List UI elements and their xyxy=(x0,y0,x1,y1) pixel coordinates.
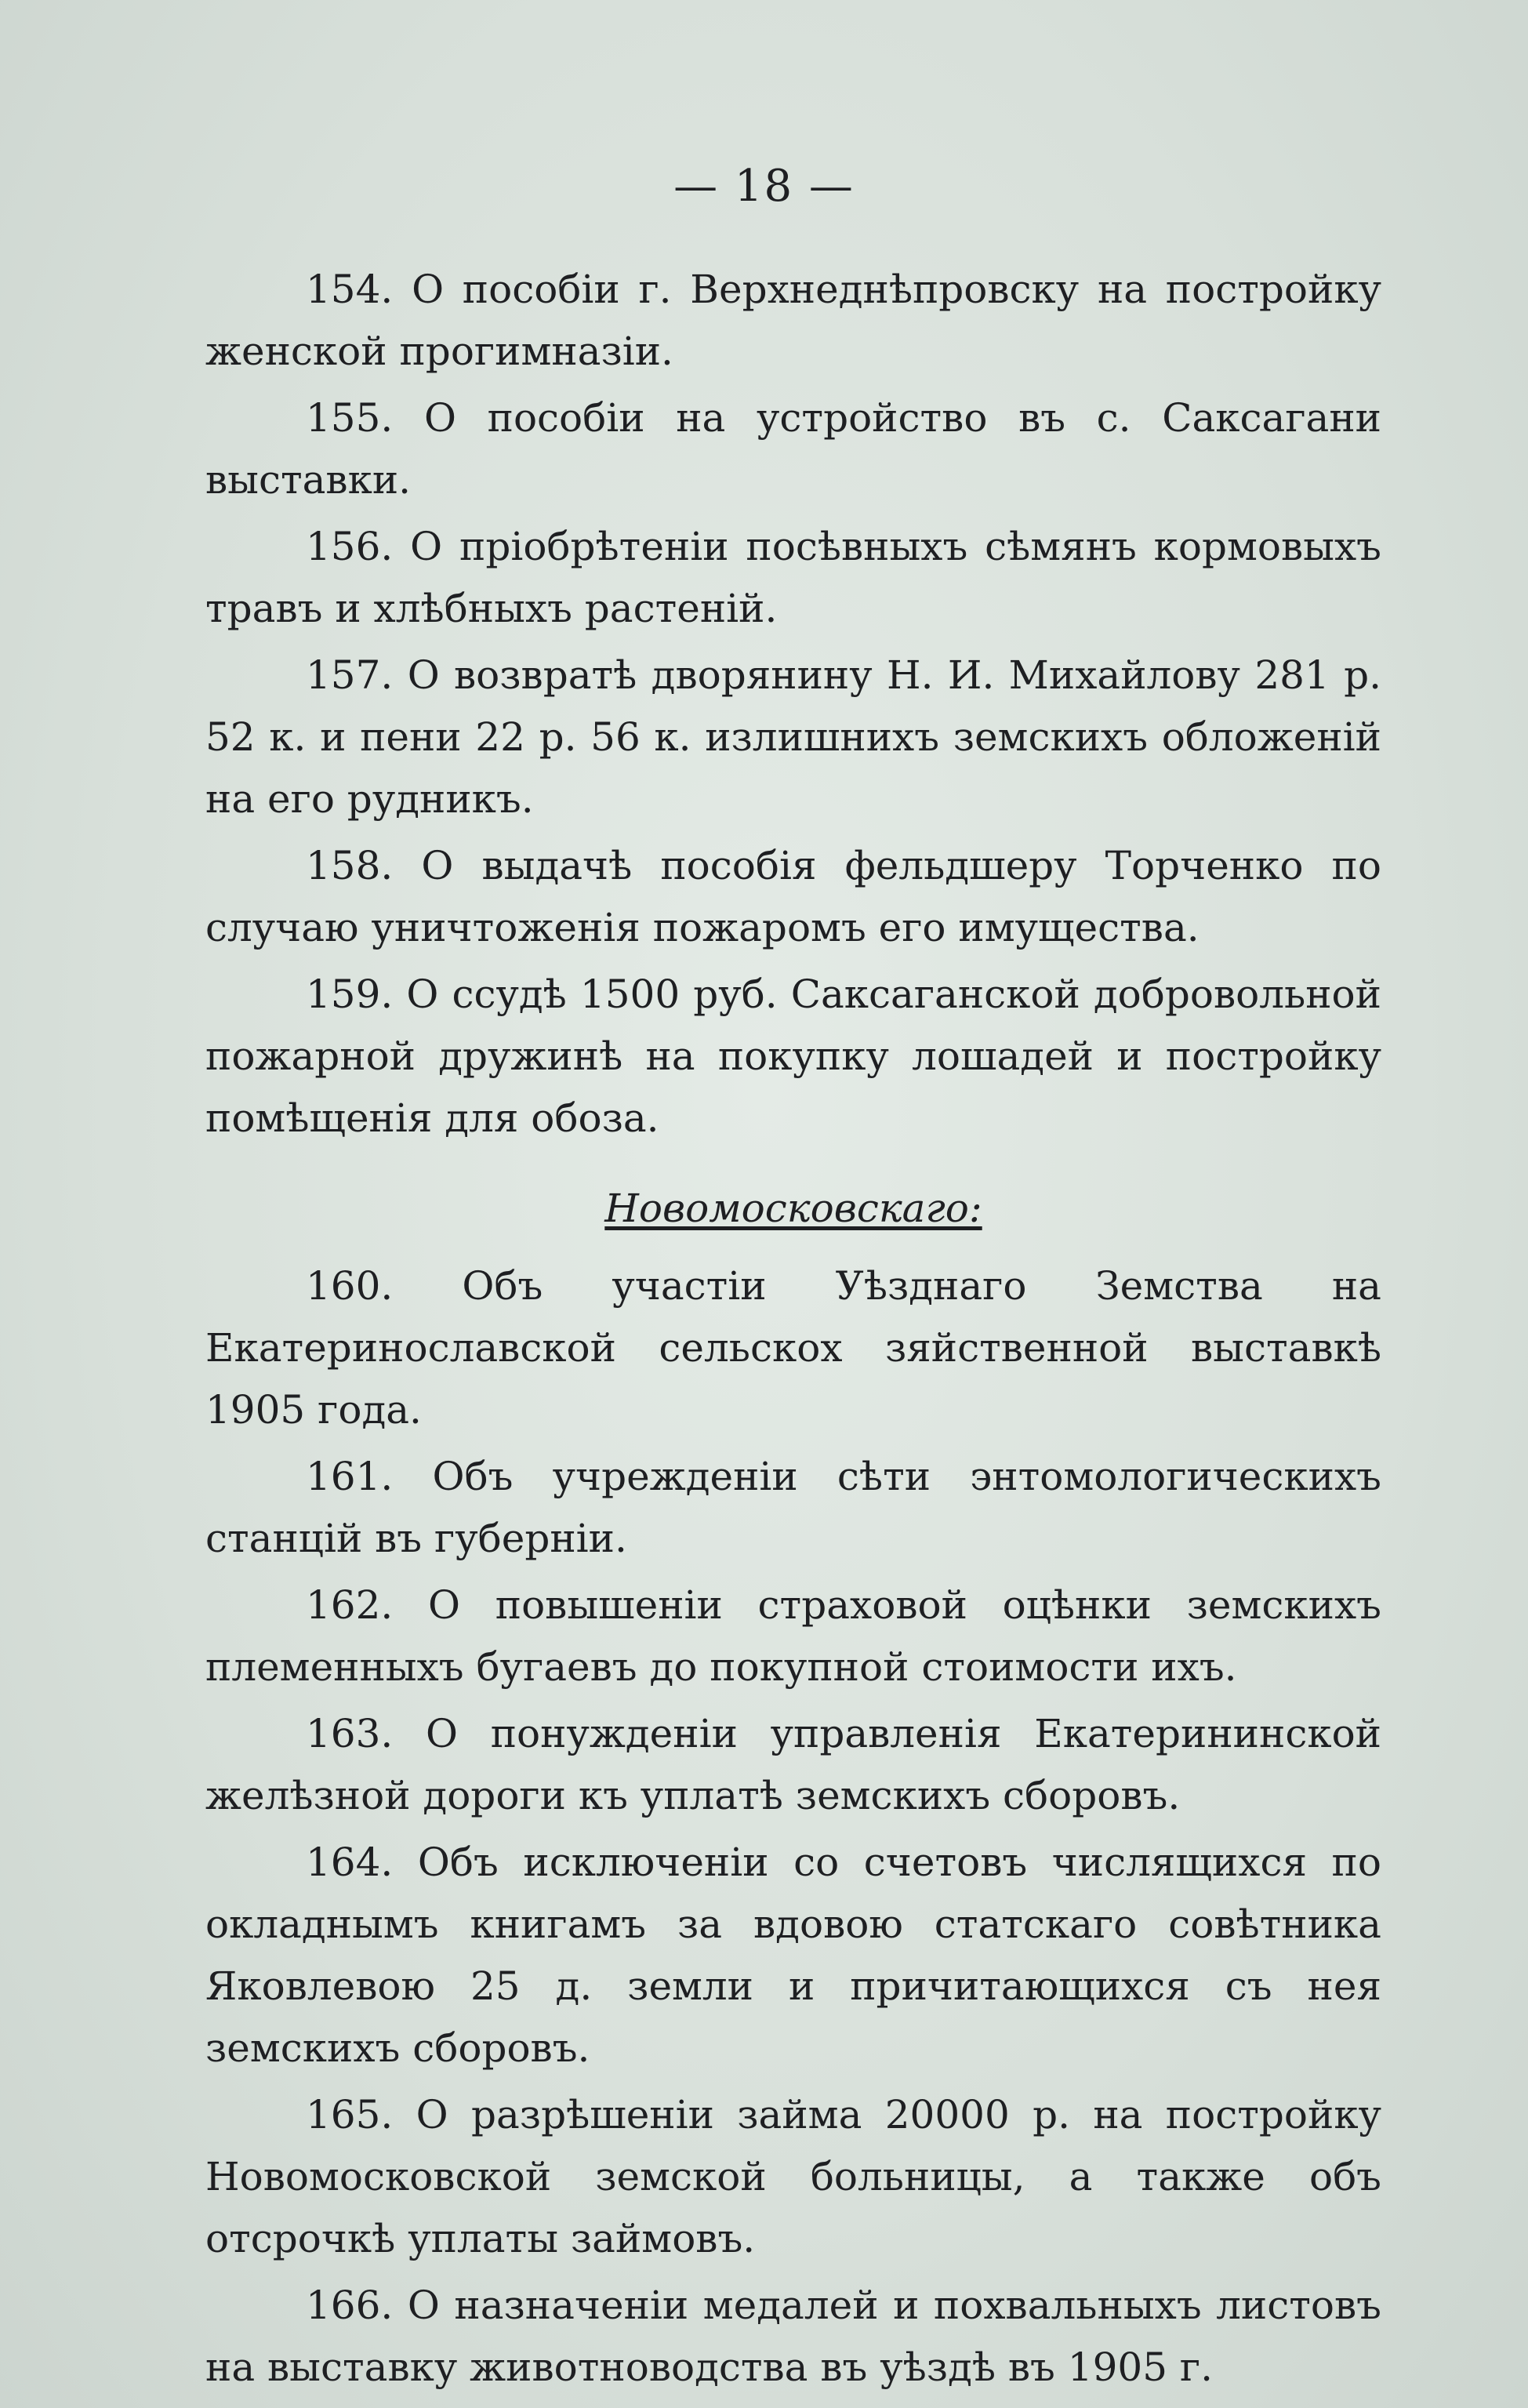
list-item-163 xyxy=(205,1703,1381,1827)
list-item-160 xyxy=(205,1255,1381,1441)
list-item-159 xyxy=(205,964,1381,1150)
item-text: О повышеніи страховой оцѣнки земскихъ племенныхъ бугаевъ до покупной стоимости ихъ. xyxy=(205,1582,1381,1690)
item-number: 158. xyxy=(306,843,394,888)
item-text: О пособіи на устройство въ с. Саксагани выставки. xyxy=(205,395,1381,503)
item-text: О понужденіи управленія Екатерининской желѣзной дороги къ уплатѣ земскихъ сборовъ. xyxy=(205,1711,1381,1818)
item-text: Объ участіи Уѣзднаго Земства на Екатеринославской сельскох зяйственной выставкѣ 1905 года. xyxy=(205,1263,1381,1433)
page-number: — 18 — xyxy=(673,161,855,212)
item-number: 157. xyxy=(306,652,394,698)
item-text: О выдачѣ пособія фельдшеру Торченко по случаю уничтоженія пожаромъ его имущества. xyxy=(205,843,1381,950)
list-item-165 xyxy=(205,2084,1381,2270)
section-heading xyxy=(205,1178,1381,1240)
item-text: О ссудѣ 1500 руб. Саксаганской добровольной пожарной дружинѣ на покупку лошадей и постройку помѣщенія для обоза. xyxy=(205,972,1381,1141)
list-item-154 xyxy=(205,259,1381,383)
list-item-155 xyxy=(205,387,1381,511)
list-item-157 xyxy=(205,645,1381,830)
item-number: 159. xyxy=(306,972,394,1017)
item-text: О назначеніи медалей и похвальныхъ листовъ на выставку животноводства въ уѣздѣ въ 1905 г. xyxy=(205,2283,1381,2390)
item-number: 156. xyxy=(306,524,394,569)
list-item-166 xyxy=(205,2275,1381,2399)
item-text: Объ исключеніи со счетовъ числящихся по окладнымъ книгамъ за вдовою статскаго совѣтника Яковлевою 25 д. земли и причитающихся съ нея земскихъ сборовъ. xyxy=(205,1840,1381,2071)
item-text: О возвратѣ дворянину Н. И. Михайлову 281 р. 52 к. и пени 22 р. 56 к. излишнихъ земскихъ обложеній на его рудникъ. xyxy=(205,652,1381,822)
item-number: 164. xyxy=(306,1840,394,1885)
item-text: О разрѣшеніи займа 20000 р. на постройку Новомосковской земской больницы, а также объ отсрочкѣ уплаты займовъ. xyxy=(205,2092,1381,2261)
item-number: 161. xyxy=(306,1454,394,1499)
item-number: 163. xyxy=(306,1711,394,1756)
item-number: 166. xyxy=(306,2283,394,2328)
list-item-164 xyxy=(205,1832,1381,2079)
item-number: 165. xyxy=(306,2092,394,2137)
page-body xyxy=(205,259,1381,2403)
list-item-162 xyxy=(205,1574,1381,1698)
section-heading-text: Новомосковскаго: xyxy=(604,1186,982,1231)
item-text: О пособіи г. Верхнеднѣпровску на постройку женской прогимназіи. xyxy=(205,267,1381,374)
item-number: 155. xyxy=(306,395,394,441)
item-number: 160. xyxy=(306,1263,394,1309)
item-number: 162. xyxy=(306,1582,394,1628)
item-text: Объ учрежденіи сѣти энтомологическихъ станцій въ губерніи. xyxy=(205,1454,1381,1561)
list-item-158 xyxy=(205,835,1381,959)
item-text: О пріобрѣтеніи посѣвныхъ сѣмянъ кормовыхъ травъ и хлѣбныхъ растеній. xyxy=(205,524,1381,631)
list-item-156 xyxy=(205,516,1381,640)
list-item-161 xyxy=(205,1446,1381,1570)
item-number: 154. xyxy=(306,267,394,312)
